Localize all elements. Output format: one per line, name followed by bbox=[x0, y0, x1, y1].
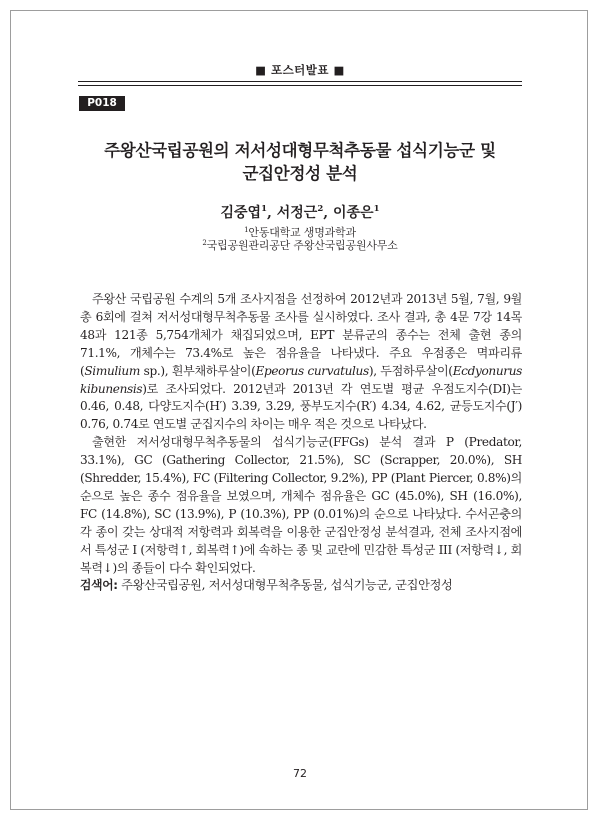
author-name: 서정근 bbox=[276, 205, 318, 221]
abstract-text: 주왕산 국립공원 수계의 5개 조사지점을 선정하여 2012년과 2013년 5월, 7월, 9월 총 6회에 걸쳐 저서성대형무척추동물 조사를 실시하였다. 조사 결과, 총 4문 7강 14목 48과 121종 5,754개체가 채집되었으며, EPT 분류군의 종수는 전체 출현 종의 71.1%, 개체수는 73.4%로 높은 점유율을 나타냈다. 주요 우점종은 멱파리류 ( bbox=[80, 292, 522, 378]
keywords bbox=[80, 576, 522, 594]
author-list bbox=[0, 202, 600, 224]
affil-marker: 1 bbox=[244, 226, 249, 234]
keywords-text: 주왕산국립공원, 저서성대형무척추동물, 섭식기능군, 군집안정성 bbox=[117, 578, 453, 592]
species-name: Ecdyonurus kibunensis bbox=[80, 363, 522, 396]
author-separator: , bbox=[323, 205, 333, 221]
paper-title bbox=[70, 139, 530, 185]
affiliations bbox=[0, 226, 600, 252]
section-label: ■ 포스터발표 ■ bbox=[255, 63, 345, 77]
abstract-text: )로 조사되었다. 2012년과 2013년 각 연도별 평균 우점도지수(DI)는 0.46, 0.48, 다양도지수(H′) 3.39, 3.29, 풍부도지수(R′) 4.34, 4.62, 균등도지수(J′) 0.76, 0.74로 연도별 군집지수의 차이는 매우 적은 것으로 나타났다. bbox=[80, 381, 522, 432]
abstract-text: sp.), 흰부채하루살이( bbox=[139, 363, 256, 378]
affiliation-line bbox=[0, 226, 600, 239]
author-separator: , bbox=[267, 205, 277, 221]
title-line-1: 주왕산국립공원의 저서성대형무척추동물 섭식기능군 및 bbox=[104, 141, 496, 160]
affiliation-line bbox=[0, 239, 600, 252]
abstract-paragraph-1 bbox=[80, 291, 522, 434]
author-name: 이종은 bbox=[333, 205, 374, 221]
abstract-body bbox=[80, 291, 522, 578]
title-line-2: 군집안정성 분석 bbox=[242, 164, 358, 183]
author-affil-marker: 1 bbox=[373, 204, 380, 214]
author-affil-marker: 2 bbox=[317, 204, 324, 214]
header-rule-bottom bbox=[78, 85, 522, 86]
affil-text: 안동대학교 생명과학과 bbox=[248, 226, 356, 239]
abstract-text: ), 두점하루살이( bbox=[368, 363, 453, 378]
poster-id-badge: P018 bbox=[79, 96, 125, 111]
author-name: 김중엽 bbox=[220, 205, 262, 221]
author-affil-marker: 1 bbox=[261, 204, 267, 214]
affil-text: 국립공원관리공단 주왕산국립공원사무소 bbox=[206, 239, 398, 252]
keywords-label: 검색어: bbox=[80, 578, 118, 592]
abstract-paragraph-2: 출현한 저서성대형무척추동물의 섭식기능군(FFGs) 분석 결과 P (Predator, 33.1%), GC (Gathering Collector, 21.5%), SC (Scrapper, 20.0%), SH (Shredder, 15.4%), FC (Filtering Collector, 9.2%), PP (Plant Piercer, 0.8%)의 순으로 높은 종수 점유율을 보였으며, 개체수 점유율은 GC (45.0%), SH (16.0%), FC (14.8%), SC (13.9%), P (10.3%), PP (0.01%)의 순으로 나타났다. 수서곤충의 각 종이 갖는 상대적 저항력과 회복력을 이용한 군집안정성 분석결과, 전체 조사지점에서 특성군 I (저항력↑, 회복력↑)에 속하는 종 및 교란에 민감한 특성군 III (저항력↓, 회복력↓)의 종들이 다수 확인되었다. bbox=[80, 435, 522, 575]
species-name: Epeorus curvatulus bbox=[255, 363, 369, 378]
page-number: 72 bbox=[293, 767, 307, 780]
header-rule-top bbox=[78, 81, 522, 82]
species-name: Simulium bbox=[84, 363, 140, 378]
affil-marker: 2 bbox=[202, 239, 207, 247]
